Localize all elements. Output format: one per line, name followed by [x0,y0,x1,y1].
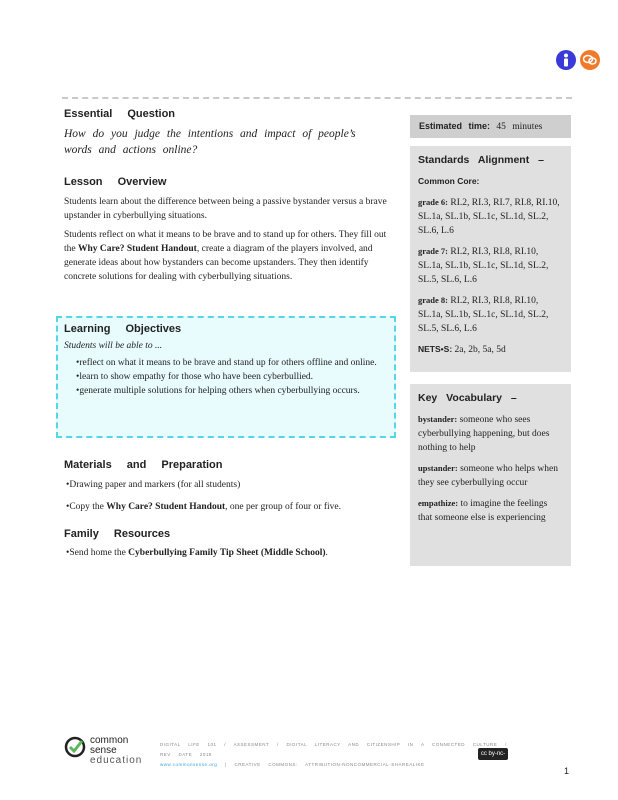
estimated-time-value: 45 minutes [496,122,543,132]
handout-link[interactable]: Why Care? Student Handout [77,244,197,254]
header-icons [556,50,600,70]
overview-text-a: Students reflect on what it means to be brave and to stand up for others. They fill out the [64,230,387,254]
chat-bubbles-icon[interactable] [580,50,600,70]
materials-heading: Materials and Preparation [64,459,223,471]
checkmark-logo-icon [64,736,86,758]
standards-heading: Standards Alignment – [418,154,544,166]
overview-text-b: , create a diagram of the players involved, and generate ideas about how bystanders can become upstanders. They then identify concrete solutions for dealing with cyberbullying situations. [64,244,373,282]
grade-8-standards: grade 8: RI.2, RI.3, RI.8, RI.10, SL.1a, SL.1b, SL.1c, SL.1d, SL.2, SL.5, SL.6, L.6 [418,295,549,334]
footer-rights: DIGITAL LIFE 101 / ASSESSMENT / DIGITAL LITERACY AND CITIZENSHIP IN A CONNECTED CULTURE / REV DATE 2015 www.commonsense.org | CREATIVE COMMONS: ATTRIBUTION-NONCOMMERCIAL-SHAREALIKE [160,742,507,767]
list-item: •Drawing paper and markers (for all students) [66,480,241,490]
handout-link[interactable]: Why Care? Student Handout [106,502,226,512]
family-resources-heading: Family Resources [64,528,171,540]
standards-box [410,146,571,372]
learning-objectives-heading: Learning Objectives [64,323,182,335]
lesson-overview-heading: Lesson Overview [64,176,167,188]
footer-url-link[interactable]: www.commonsense.org [160,762,218,767]
essential-question-text: How do you judge the intentions and impact of people’s words and actions online? [64,128,356,156]
learning-objectives-intro: Students will be able to ... [64,341,163,351]
page-number: 1 [564,766,570,776]
common-core-label: Common Core: [418,176,480,186]
logo-wordmark: common sense education [90,735,143,766]
list-item: •Send home the Cyberbullying Family Tip Sheet (Middle School). [66,548,328,558]
lesson-overview-paragraph-1: Students learn about the difference between being a passive bystander versus a brave upstander in cyberbullying situations. [64,197,387,221]
vocab-term-empathize: empathize: to imagine the feelings that someone else is experiencing [418,498,548,523]
vocab-term-upstander: upstander: someone who helps when they see cyberbullying occur [418,463,558,488]
vocabulary-box [410,384,571,566]
learning-objectives-list [72,356,382,398]
family-tip-sheet-link[interactable]: Cyberbullying Family Tip Sheet (Middle School) [128,548,326,558]
vocabulary-heading: Key Vocabulary – [418,392,517,404]
list-item: •learn to show empathy for those who have been cyberbullied. [76,372,314,382]
list-item: •generate multiple solutions for helping others when cyberbullying occurs. [76,386,360,396]
lesson-overview-paragraph-2 [64,228,394,284]
list-item: •Copy the Why Care? Student Handout, one per group of four or five. [66,502,341,512]
info-person-icon[interactable] [556,50,576,70]
estimated-time-box [410,115,571,138]
materials-list [62,478,396,514]
list-item: •reflect on what it means to be brave and stand up for others offline and online. [76,358,377,368]
family-resources-list [62,546,396,560]
grade-7-standards: grade 7: RI.2, RI.3, RI.8, RI.10, SL.1a, SL.1b, SL.1c, SL.1d, SL.2, SL.5, SL.6, L.6 [418,246,549,285]
common-sense-logo [64,736,142,766]
grade-6-standards: grade 6: RI.2, RI.3, RI.7, RI.8, RI.10, SL.1a, SL.1b, SL.1c, SL.1d, SL.2, SL.6, L.6 [418,197,560,236]
top-divider [62,97,572,99]
estimated-time-label: Estimated time: [419,121,491,131]
vocab-term-bystander: bystander: someone who sees cyberbullying happening, but does nothing to help [418,414,550,453]
nets-standards: NETS•S: 2a, 2b, 5a, 5d [418,344,506,355]
essential-question-heading: Essential Question [64,108,176,120]
creative-commons-badge: cc by-nc-sa [478,748,508,760]
